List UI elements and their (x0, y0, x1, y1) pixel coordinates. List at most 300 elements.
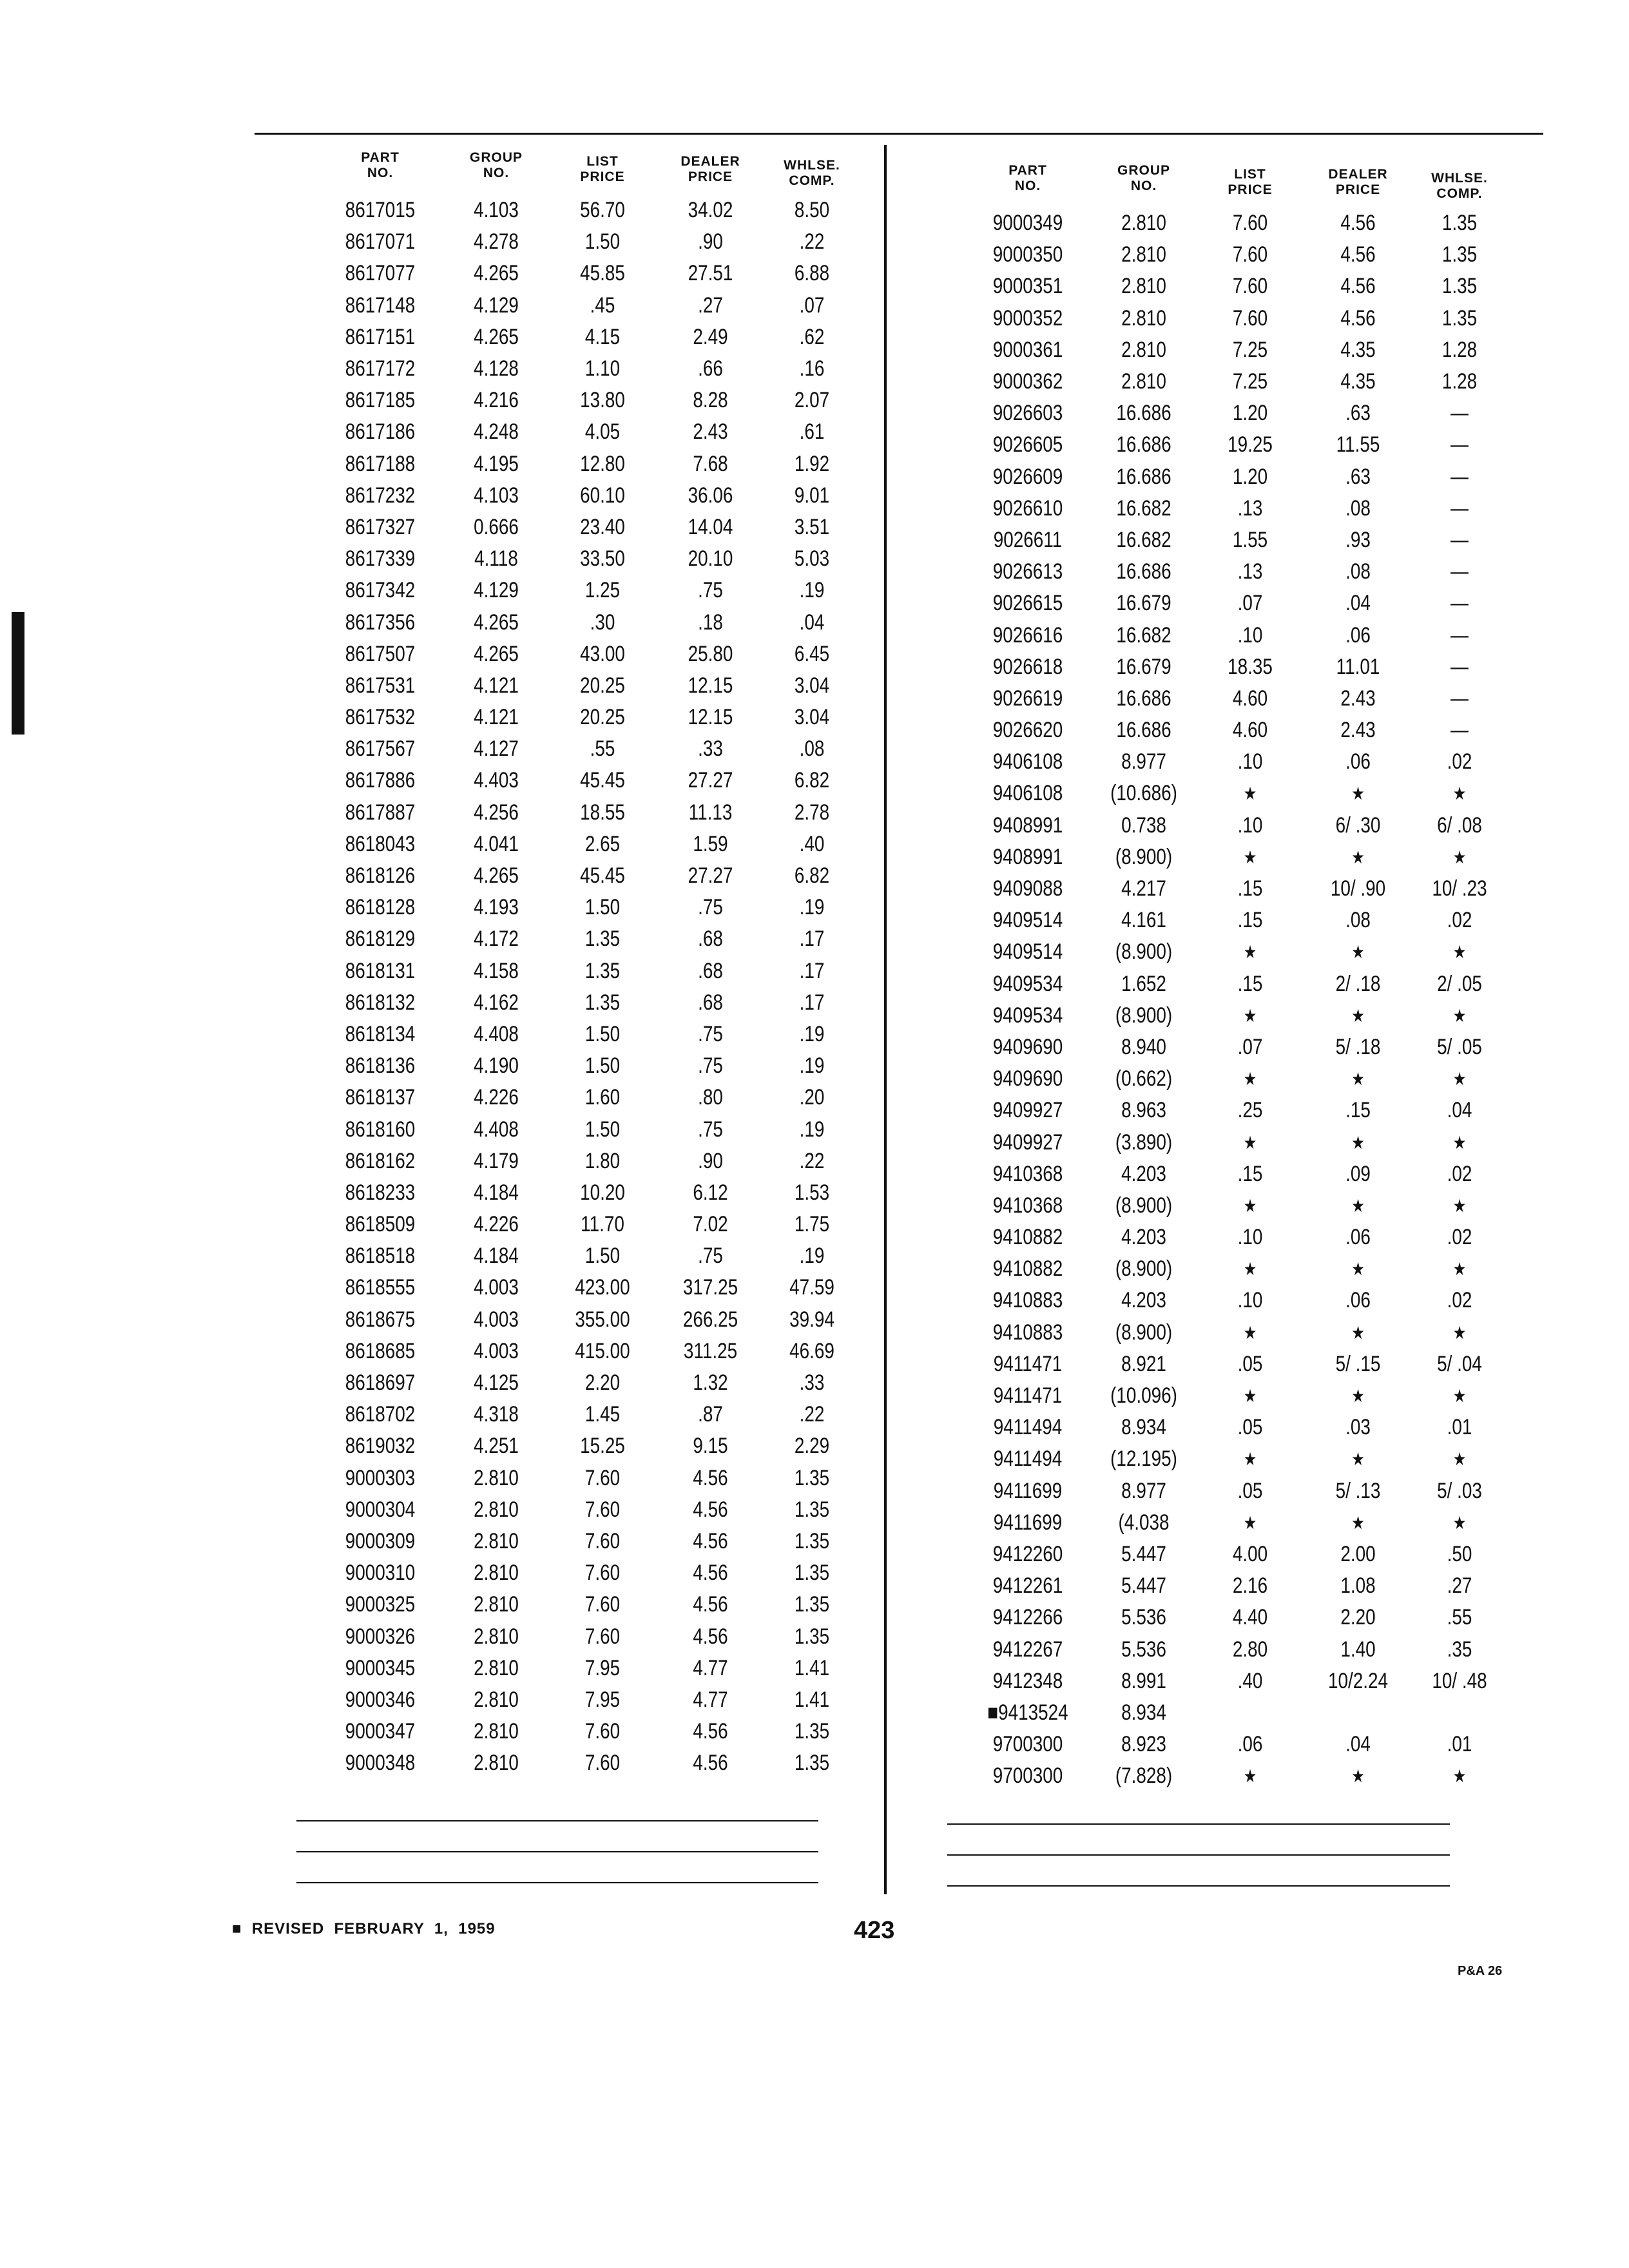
cell-group-no: 8.977 (1121, 749, 1166, 774)
cell-part-no: 9000361 (992, 337, 1063, 362)
cell-dealer-price: 4.56 (1340, 274, 1376, 299)
cell-part-no: 9000326 (345, 1624, 416, 1649)
blank-line (947, 1885, 1450, 1887)
cell-list-price: 4.60 (1232, 686, 1268, 711)
cell-list-price: 1.50 (584, 229, 621, 255)
cell-whlse-comp: 1.35 (794, 1751, 830, 1776)
cell-list-price: 355.00 (575, 1307, 630, 1332)
table-row (316, 1019, 860, 1050)
cell-dealer-price: 10/2.24 (1327, 1668, 1389, 1693)
cell-group-no: (3.890) (1115, 1129, 1173, 1155)
cell-whlse-comp: 6/ .08 (1437, 812, 1482, 838)
cell-dealer-price: 34.02 (688, 198, 733, 223)
cell-part-no: 9026615 (992, 591, 1063, 616)
cell-part-no: 8618160 (345, 1117, 416, 1142)
cell-dealer-price: 4.35 (1340, 337, 1376, 362)
cell-list-price: .45 (590, 293, 615, 318)
cell-dealer-price: ★ (1351, 1449, 1365, 1470)
table-row (963, 1602, 1508, 1633)
cell-group-no: 16.682 (1116, 622, 1171, 648)
cell-dealer-price: ★ (1351, 1132, 1365, 1153)
cell-whlse-comp: — (1451, 718, 1469, 743)
table-row (963, 1000, 1508, 1032)
table-row (963, 1349, 1508, 1380)
cell-part-no: 9026613 (992, 559, 1063, 584)
cell-dealer-price: 4.56 (693, 1751, 728, 1776)
cell-dealer-price: 20.10 (688, 546, 733, 572)
table-row (963, 303, 1508, 334)
cell-group-no: 4.203 (1121, 1288, 1166, 1313)
cell-group-no: 4.265 (474, 863, 519, 889)
header-dealer-price: DEALER PRICE (680, 154, 740, 184)
cell-whlse-comp: 1.35 (1441, 211, 1478, 236)
table-row (963, 746, 1508, 778)
cell-whlse-comp: .16 (799, 356, 825, 381)
cell-list-price: 60.10 (580, 483, 625, 508)
cell-whlse-comp: — (1451, 622, 1469, 648)
cell-part-no: 8618131 (345, 958, 416, 983)
cell-whlse-comp: .01 (1447, 1415, 1472, 1440)
cell-group-no: 16.686 (1116, 401, 1171, 426)
cell-dealer-price: 2.00 (1340, 1541, 1376, 1566)
cell-list-price: 415.00 (575, 1338, 630, 1363)
cell-list-price: 33.50 (580, 546, 625, 572)
cell-group-no: 8.921 (1121, 1351, 1166, 1376)
cell-list-price: 7.60 (584, 1561, 621, 1586)
table-row (316, 385, 860, 416)
cell-dealer-price: .66 (698, 356, 723, 381)
table-row (316, 195, 860, 226)
cell-dealer-price: .06 (1345, 622, 1371, 648)
cell-list-price: ★ (1243, 1195, 1257, 1216)
table-row (963, 1095, 1508, 1126)
table-row (963, 1729, 1508, 1760)
cell-part-no: 8617356 (345, 610, 416, 635)
cell-group-no: (10.686) (1110, 781, 1177, 806)
header-part-no: PART NO. (361, 150, 400, 180)
cell-dealer-price: .06 (1345, 1288, 1371, 1313)
header-dealer-price: DEALER PRICE (1328, 167, 1388, 197)
cell-list-price: 7.60 (584, 1719, 621, 1744)
cell-part-no: 9410883 (992, 1320, 1063, 1345)
table-row (316, 1146, 860, 1177)
cell-group-no: 4.248 (474, 419, 519, 445)
cell-dealer-price: 4.77 (693, 1655, 728, 1680)
table-row (963, 905, 1508, 936)
cell-whlse-comp: ★ (1452, 1322, 1467, 1343)
cell-whlse-comp: — (1451, 559, 1469, 584)
column-divider (884, 145, 887, 1894)
cell-part-no: 9412267 (992, 1637, 1063, 1662)
cell-dealer-price: .63 (1345, 401, 1371, 426)
cell-list-price: 7.95 (584, 1687, 621, 1712)
table-row (963, 968, 1508, 1000)
cell-part-no: 9408991 (992, 844, 1063, 869)
cell-dealer-price: .75 (698, 1244, 723, 1269)
cell-part-no: 9026618 (992, 654, 1063, 679)
cell-whlse-comp: .19 (799, 1021, 825, 1046)
cell-dealer-price: 317.25 (682, 1275, 738, 1300)
table-row (316, 575, 860, 606)
cell-part-no: 9409088 (992, 876, 1063, 901)
cell-group-no: (8.900) (1115, 939, 1173, 965)
cell-dealer-price: 4.77 (693, 1687, 728, 1712)
cell-whlse-comp: .61 (799, 419, 825, 445)
cell-group-no: 8.991 (1121, 1668, 1166, 1693)
cell-dealer-price: .75 (698, 895, 723, 920)
table-row (316, 1463, 860, 1494)
cell-part-no: 9000325 (345, 1592, 416, 1617)
table-row (316, 290, 860, 322)
table-row (963, 1158, 1508, 1190)
cell-whlse-comp: ★ (1452, 1259, 1467, 1280)
cell-group-no: 16.682 (1116, 495, 1171, 521)
cell-dealer-price: .63 (1345, 464, 1371, 489)
cell-part-no: 8617172 (345, 356, 416, 381)
cell-part-no: 9026609 (992, 464, 1063, 489)
cell-part-no: 8617151 (345, 324, 416, 349)
cell-list-price: ★ (1243, 1512, 1257, 1533)
cell-part-no: 9411494 (993, 1415, 1063, 1440)
cell-whlse-comp: .17 (799, 990, 825, 1015)
cell-group-no: 4.125 (474, 1370, 519, 1396)
cell-whlse-comp: 1.41 (794, 1655, 830, 1680)
table-row (316, 1653, 860, 1684)
cell-group-no: (10.096) (1110, 1383, 1177, 1408)
table-row (316, 353, 860, 385)
cell-list-price: 20.25 (580, 673, 625, 698)
cell-list-price: .05 (1237, 1351, 1263, 1376)
cell-whlse-comp: .55 (1447, 1605, 1472, 1630)
table-row (316, 512, 860, 543)
cell-whlse-comp: 1.28 (1441, 337, 1478, 362)
cell-dealer-price: .04 (1345, 591, 1371, 616)
cell-whlse-comp: 6.82 (794, 863, 830, 889)
cell-dealer-price: .75 (698, 1053, 723, 1079)
cell-part-no: 9409690 (992, 1066, 1063, 1091)
cell-part-no: 9000352 (992, 305, 1063, 331)
cell-dealer-price: 8.28 (693, 388, 728, 413)
header-part-no: PART NO. (1008, 163, 1047, 193)
cell-whlse-comp: 39.94 (789, 1307, 834, 1332)
cell-group-no: 8.934 (1121, 1415, 1166, 1440)
cell-part-no: 8618134 (345, 1021, 416, 1046)
cell-dealer-price: .18 (698, 610, 723, 635)
cell-dealer-price: .80 (698, 1085, 723, 1110)
cell-list-price: 7.60 (1232, 305, 1268, 331)
cell-dealer-price: .04 (1345, 1732, 1371, 1757)
cell-dealer-price: ★ (1351, 1386, 1365, 1407)
cell-list-price: ★ (1243, 1069, 1257, 1090)
cell-whlse-comp: .04 (1447, 1098, 1472, 1123)
table-row (963, 524, 1508, 556)
table-row (963, 1063, 1508, 1095)
cell-part-no: 9026619 (992, 686, 1063, 711)
cell-group-no: 4.129 (474, 578, 519, 603)
cell-whlse-comp: .22 (799, 1402, 825, 1427)
cell-whlse-comp: 3.04 (794, 673, 830, 698)
cell-part-no: 9409690 (992, 1034, 1063, 1059)
table-row (963, 1285, 1508, 1316)
cell-whlse-comp: .02 (1447, 1225, 1472, 1250)
cell-dealer-price: 1.08 (1340, 1573, 1376, 1599)
cell-dealer-price: ★ (1351, 1322, 1365, 1343)
cell-dealer-price: 2/ .18 (1335, 971, 1381, 996)
cell-whlse-comp: .07 (799, 293, 825, 318)
cell-part-no: 9026620 (992, 718, 1063, 743)
cell-dealer-price: 36.06 (688, 483, 733, 508)
table-row (316, 987, 860, 1019)
cell-whlse-comp: .02 (1447, 749, 1472, 774)
cell-whlse-comp: — (1451, 527, 1469, 552)
cell-dealer-price: 11.13 (688, 800, 733, 825)
cell-list-price: 10.20 (580, 1180, 625, 1205)
table-row (316, 923, 860, 955)
cell-group-no: 2.810 (1121, 305, 1166, 331)
cell-group-no: 8.963 (1121, 1098, 1166, 1123)
cell-whlse-comp: 1.75 (794, 1212, 830, 1237)
table-row (316, 1272, 860, 1303)
table-row (963, 810, 1508, 841)
cell-whlse-comp: 2.07 (794, 388, 830, 413)
cell-part-no: 9411471 (993, 1383, 1063, 1408)
cell-dealer-price: 4.56 (693, 1719, 728, 1744)
cell-list-price: 11.70 (581, 1212, 624, 1237)
table-row (963, 1032, 1508, 1063)
cell-whlse-comp: ★ (1452, 783, 1467, 804)
cell-dealer-price: 6.12 (693, 1180, 728, 1205)
cell-group-no: 2.810 (1121, 211, 1166, 236)
cell-whlse-comp: 1.35 (794, 1528, 830, 1553)
cell-dealer-price: 2.43 (693, 419, 728, 445)
cell-part-no: 8618518 (345, 1244, 416, 1269)
cell-list-price: 423.00 (575, 1275, 630, 1300)
cell-dealer-price: ★ (1351, 1766, 1365, 1787)
cell-part-no: 8619032 (345, 1434, 416, 1459)
cell-list-price: .07 (1237, 591, 1263, 616)
table-row (316, 416, 860, 448)
cell-part-no: 9410882 (992, 1225, 1063, 1250)
cell-part-no: 9406108 (992, 781, 1063, 806)
cell-dealer-price: 266.25 (682, 1307, 738, 1332)
cell-group-no: 2.810 (474, 1719, 519, 1744)
blank-line (296, 1882, 818, 1883)
cell-group-no: 2.810 (474, 1655, 519, 1680)
revised-date: ■ REVISED FEBRUARY 1, 1959 (232, 1920, 496, 1937)
table-row (316, 226, 860, 258)
cell-list-price: 1.20 (1232, 401, 1268, 426)
cell-list-price: 2.20 (584, 1370, 621, 1396)
table-row (316, 1557, 860, 1589)
cell-group-no: 2.810 (474, 1497, 519, 1522)
cell-list-price: 7.60 (1232, 242, 1268, 267)
cell-part-no: 8618685 (345, 1338, 416, 1363)
table-row (316, 322, 860, 353)
table-row (963, 1507, 1508, 1539)
cell-list-price: 7.60 (1232, 211, 1268, 236)
table-row (316, 702, 860, 733)
cell-part-no: 9409514 (992, 908, 1063, 933)
table-row (963, 683, 1508, 715)
cell-list-price: 13.80 (580, 388, 625, 413)
table-row (316, 860, 860, 892)
cell-list-price: .13 (1237, 495, 1263, 521)
cell-group-no: 4.121 (474, 705, 519, 730)
cell-dealer-price: .09 (1345, 1161, 1371, 1186)
cell-list-price: .15 (1237, 876, 1263, 901)
cell-whlse-comp: 1.35 (794, 1719, 830, 1744)
cell-whlse-comp: 5/ .05 (1437, 1034, 1482, 1059)
cell-list-price: ★ (1243, 1132, 1257, 1153)
cell-dealer-price: 4.56 (693, 1528, 728, 1553)
cell-list-price: 2.80 (1232, 1637, 1268, 1662)
table-row (963, 429, 1508, 461)
cell-dealer-price: 12.15 (688, 705, 733, 730)
cell-group-no: 4.161 (1121, 908, 1166, 933)
cell-whlse-comp: 1.28 (1441, 369, 1478, 394)
cell-group-no: 4.278 (474, 229, 519, 255)
cell-whlse-comp: 1.35 (1441, 242, 1478, 267)
cell-list-price: .30 (590, 610, 615, 635)
cell-list-price: 1.50 (584, 895, 621, 920)
cell-list-price: 18.35 (1228, 654, 1273, 679)
cell-dealer-price: .87 (698, 1402, 723, 1427)
cell-part-no: 9410882 (992, 1256, 1063, 1282)
cell-group-no: 4.103 (474, 198, 519, 223)
cell-group-no: 16.686 (1116, 464, 1171, 489)
cell-whlse-comp: .19 (799, 1117, 825, 1142)
cell-dealer-price: ★ (1351, 1259, 1365, 1280)
cell-part-no: 9000348 (345, 1751, 416, 1776)
table-row (316, 448, 860, 480)
table-row (963, 1475, 1508, 1507)
cell-dealer-price: 4.56 (693, 1497, 728, 1522)
blank-line (296, 1820, 818, 1821)
cell-list-price: .40 (1237, 1668, 1263, 1693)
cell-list-price: 45.45 (580, 863, 625, 889)
table-row (963, 398, 1508, 429)
cell-part-no: 9411699 (993, 1478, 1063, 1503)
cell-whlse-comp: 1.35 (1441, 305, 1478, 331)
cell-whlse-comp: ★ (1452, 1132, 1467, 1153)
cell-list-price: ★ (1243, 1449, 1257, 1470)
cell-whlse-comp: 5.03 (794, 546, 830, 572)
blank-line (947, 1823, 1450, 1825)
cell-dealer-price: 1.59 (693, 831, 728, 856)
cell-whlse-comp: 2/ .05 (1437, 971, 1482, 996)
cell-list-price: 2.16 (1232, 1573, 1268, 1599)
cell-group-no: 2.810 (474, 1465, 519, 1490)
cell-part-no: 8617327 (345, 514, 416, 539)
table-row (963, 1760, 1508, 1792)
cell-part-no: 8618129 (345, 927, 416, 952)
cell-part-no: 8617507 (345, 641, 416, 666)
cell-dealer-price: 27.27 (688, 768, 733, 793)
cell-list-price: 1.10 (584, 356, 621, 381)
cell-part-no: 9410368 (992, 1161, 1063, 1186)
cell-group-no: (0.662) (1115, 1066, 1173, 1091)
cell-whlse-comp: .19 (799, 895, 825, 920)
cell-list-price: 19.25 (1228, 432, 1273, 457)
cell-list-price: ★ (1243, 847, 1257, 867)
cell-list-price: 18.55 (580, 800, 625, 825)
cell-part-no: 8617567 (345, 736, 416, 762)
table-row (316, 1494, 860, 1526)
header-list-price: LIST PRICE (580, 154, 625, 184)
table-row (963, 1380, 1508, 1412)
right-table-header (963, 163, 1508, 202)
cell-dealer-price: .08 (1345, 495, 1371, 521)
cell-group-no: 4.003 (474, 1275, 519, 1300)
table-row (316, 765, 860, 796)
cell-whlse-comp: — (1451, 591, 1469, 616)
cell-dealer-price: 7.02 (693, 1212, 728, 1237)
cell-group-no: 4.265 (474, 261, 519, 286)
cell-list-price: ★ (1243, 942, 1257, 963)
cell-list-price: 7.60 (584, 1592, 621, 1617)
cell-part-no: 9411494 (993, 1446, 1063, 1472)
cell-part-no: 9409534 (992, 1003, 1063, 1028)
cell-group-no: 2.810 (474, 1528, 519, 1553)
table-row (963, 556, 1508, 588)
cell-dealer-price: .15 (1345, 1098, 1371, 1123)
header-whlse-comp: WHLSE. COMP. (784, 158, 840, 188)
cell-group-no: 16.679 (1116, 591, 1171, 616)
cell-group-no: 4.226 (474, 1085, 519, 1110)
cell-group-no: 4.195 (474, 451, 519, 476)
cell-part-no: 9000345 (345, 1655, 416, 1680)
cell-part-no: 8618675 (345, 1307, 416, 1332)
cell-dealer-price: ★ (1351, 1005, 1365, 1026)
table-row (963, 207, 1508, 239)
cell-part-no: 8617531 (345, 673, 416, 698)
cell-list-price: 1.25 (584, 578, 621, 603)
cell-list-price: .10 (1237, 812, 1263, 838)
cell-whlse-comp: ★ (1452, 847, 1467, 867)
cell-part-no: 9000347 (345, 1719, 416, 1744)
table-row (963, 715, 1508, 746)
table-row (316, 1082, 860, 1113)
cell-part-no: 8618043 (345, 831, 416, 856)
cell-dealer-price: 5/ .18 (1335, 1034, 1381, 1059)
cell-part-no: 9000303 (345, 1465, 416, 1490)
cell-group-no: 1.652 (1121, 971, 1166, 996)
cell-group-no: 16.686 (1116, 686, 1171, 711)
cell-part-no: 9409534 (992, 971, 1063, 996)
cell-group-no: 4.251 (474, 1434, 519, 1459)
cell-whlse-comp: ★ (1452, 1386, 1467, 1407)
cell-part-no: 8617232 (345, 483, 416, 508)
cell-whlse-comp: 6.82 (794, 768, 830, 793)
header-whlse-comp: WHLSE. COMP. (1431, 171, 1488, 201)
cell-dealer-price: 12.15 (688, 673, 733, 698)
cell-part-no: 9026611 (993, 527, 1063, 552)
cell-group-no: 4.158 (474, 958, 519, 983)
cell-group-no: (8.900) (1115, 1256, 1173, 1282)
cell-whlse-comp: .20 (799, 1085, 825, 1110)
cell-part-no: 8618137 (345, 1085, 416, 1110)
cell-list-price: .55 (590, 736, 615, 762)
cell-list-price: 43.00 (580, 641, 625, 666)
cell-dealer-price: 2.20 (1340, 1605, 1376, 1630)
cell-part-no: 9411471 (993, 1351, 1063, 1376)
cell-list-price: .10 (1237, 1288, 1263, 1313)
cell-dealer-price: 1.40 (1340, 1637, 1376, 1662)
cell-dealer-price: 9.15 (693, 1434, 728, 1459)
cell-whlse-comp: — (1451, 401, 1469, 426)
table-row (963, 271, 1508, 302)
cell-part-no: 9000362 (992, 369, 1063, 394)
